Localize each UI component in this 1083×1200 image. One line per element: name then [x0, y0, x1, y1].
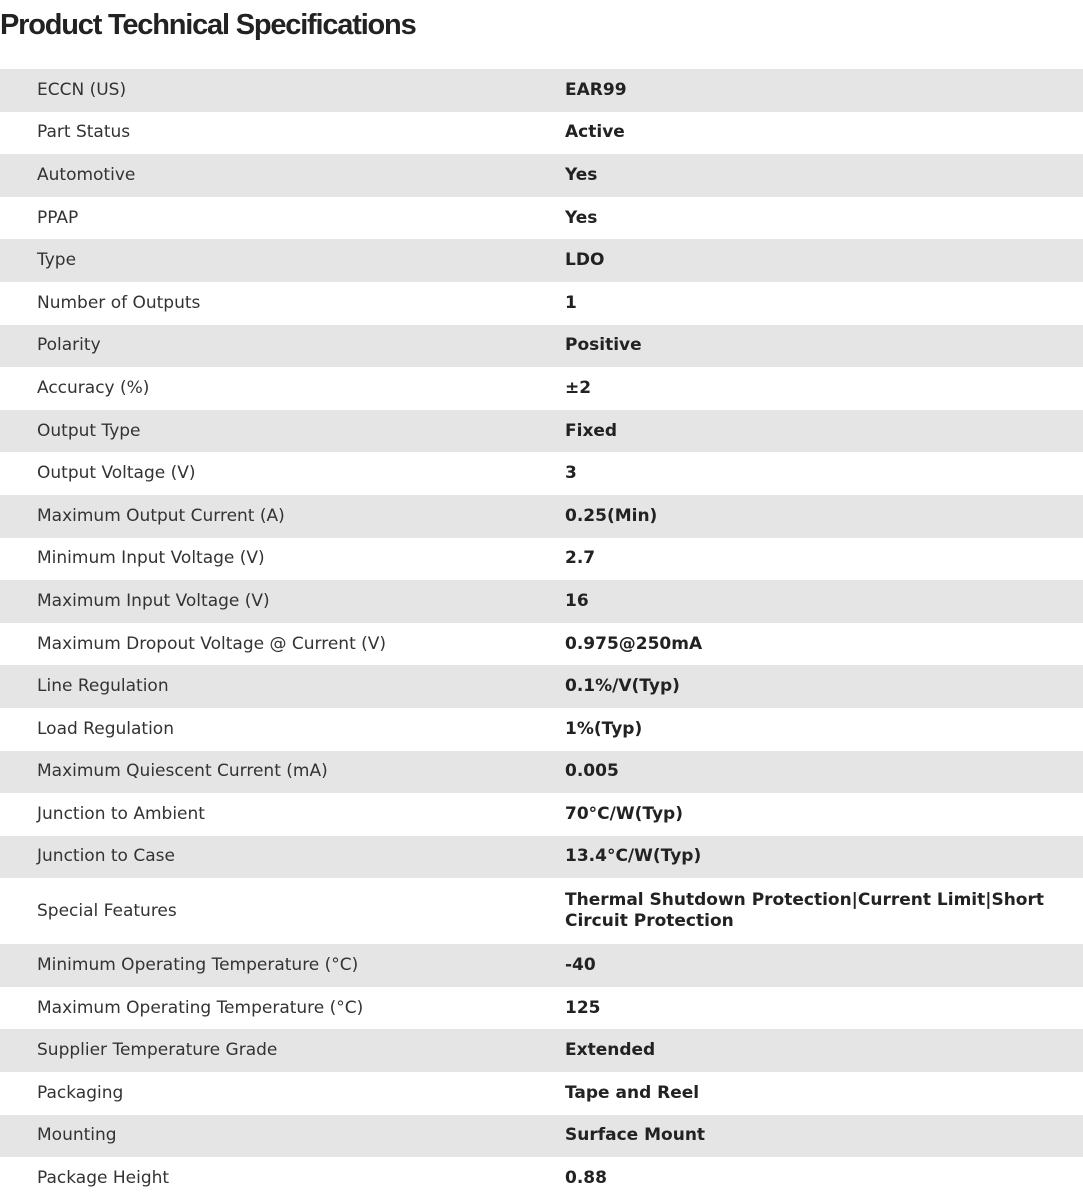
spec-value: 0.005	[565, 751, 1083, 794]
spec-label: Supplier Temperature Grade	[0, 1029, 565, 1072]
spec-label: Special Features	[0, 878, 565, 944]
page-title: Product Technical Specifications	[0, 9, 416, 41]
spec-label: Line Regulation	[0, 665, 565, 708]
spec-value: LDO	[565, 239, 1083, 282]
spec-value: 13.4°C/W(Typ)	[565, 836, 1083, 879]
spec-label: Automotive	[0, 154, 565, 197]
spec-label: Polarity	[0, 325, 565, 368]
spec-label: Type	[0, 239, 565, 282]
spec-label: Maximum Input Voltage (V)	[0, 580, 565, 623]
spec-row-package-height	[0, 1157, 1083, 1200]
spec-row-eccn	[0, 69, 1083, 112]
spec-row-output-type	[0, 410, 1083, 453]
spec-value: 125	[565, 987, 1083, 1030]
spec-label: Accuracy (%)	[0, 367, 565, 410]
spec-value: Surface Mount	[565, 1115, 1083, 1158]
spec-value: Yes	[565, 197, 1083, 240]
spec-row-junction-to-ambient	[0, 793, 1083, 836]
spec-label: Maximum Dropout Voltage @ Current (V)	[0, 623, 565, 666]
spec-value: 2.7	[565, 538, 1083, 581]
spec-value: EAR99	[565, 69, 1083, 112]
spec-label: Minimum Input Voltage (V)	[0, 538, 565, 581]
spec-label: Output Voltage (V)	[0, 452, 565, 495]
spec-label: ECCN (US)	[0, 69, 565, 112]
spec-label: Maximum Quiescent Current (mA)	[0, 751, 565, 794]
spec-label: Load Regulation	[0, 708, 565, 751]
spec-value: Yes	[565, 154, 1083, 197]
spec-value: Fixed	[565, 410, 1083, 453]
spec-label: Junction to Case	[0, 836, 565, 879]
spec-row-junction-to-case	[0, 836, 1083, 879]
spec-row-accuracy	[0, 367, 1083, 410]
spec-value: 1%(Typ)	[565, 708, 1083, 751]
spec-row-line-regulation	[0, 665, 1083, 708]
spec-label: Mounting	[0, 1115, 565, 1158]
spec-label: Number of Outputs	[0, 282, 565, 325]
spec-value: 0.88	[565, 1157, 1083, 1200]
spec-label: Output Type	[0, 410, 565, 453]
spec-value: Active	[565, 112, 1083, 155]
spec-label: Packaging	[0, 1072, 565, 1115]
spec-row-part-status	[0, 112, 1083, 155]
spec-value: Extended	[565, 1029, 1083, 1072]
spec-value: -40	[565, 944, 1083, 987]
spec-row-special-features	[0, 878, 1083, 944]
spec-value: Tape and Reel	[565, 1072, 1083, 1115]
spec-value: Positive	[565, 325, 1083, 368]
spec-value: ±2	[565, 367, 1083, 410]
spec-label: Part Status	[0, 112, 565, 155]
spec-label: Maximum Output Current (A)	[0, 495, 565, 538]
spec-label: Minimum Operating Temperature (°C)	[0, 944, 565, 987]
spec-value: 70°C/W(Typ)	[565, 793, 1083, 836]
spec-row-max-dropout-voltage	[0, 623, 1083, 666]
spec-label: Junction to Ambient	[0, 793, 565, 836]
spec-value: 1	[565, 282, 1083, 325]
spec-table	[0, 69, 1083, 1200]
spec-row-automotive	[0, 154, 1083, 197]
spec-label: Maximum Operating Temperature (°C)	[0, 987, 565, 1030]
spec-row-number-of-outputs	[0, 282, 1083, 325]
spec-row-polarity	[0, 325, 1083, 368]
spec-row-load-regulation	[0, 708, 1083, 751]
spec-value: 0.975@250mA	[565, 623, 1083, 666]
spec-row-output-voltage	[0, 452, 1083, 495]
spec-row-min-input-voltage	[0, 538, 1083, 581]
spec-row-max-quiescent-current	[0, 751, 1083, 794]
spec-row-max-operating-temperature	[0, 987, 1083, 1030]
spec-row-max-output-current	[0, 495, 1083, 538]
spec-row-supplier-temperature-grade	[0, 1029, 1083, 1072]
spec-value: Thermal Shutdown Protection|Current Limit|Short Circuit Protection	[565, 878, 1083, 944]
spec-value: 3	[565, 452, 1083, 495]
spec-row-max-input-voltage	[0, 580, 1083, 623]
spec-row-ppap	[0, 197, 1083, 240]
spec-row-mounting	[0, 1115, 1083, 1158]
spec-value: 0.1%/V(Typ)	[565, 665, 1083, 708]
spec-row-type	[0, 239, 1083, 282]
spec-value: 0.25(Min)	[565, 495, 1083, 538]
spec-value: 16	[565, 580, 1083, 623]
spec-row-packaging	[0, 1072, 1083, 1115]
spec-label: Package Height	[0, 1157, 565, 1200]
spec-label: PPAP	[0, 197, 565, 240]
spec-row-min-operating-temperature	[0, 944, 1083, 987]
